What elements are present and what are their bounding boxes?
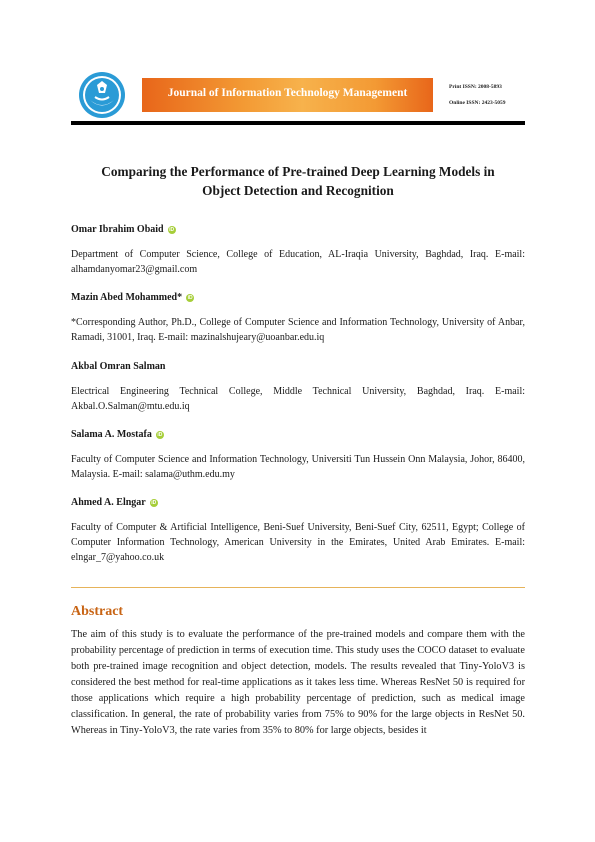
orcid-icon[interactable]: iD [157,432,163,438]
author-affiliation-3: Electrical Engineering Technical College, Middle Technical University, Baghdad, Iraq. E-mail: Akbal.O.Salman@mtu.edu.iq [71,386,525,412]
author-affiliation-2: *Corresponding Author, Ph.D., College of Computer Science and Information Technology, University of Anbar, Ramadi, 31001, Iraq. E-mail: mazinalshujeary@uoanbar.edu.iq [71,317,525,343]
abstract-heading: Abstract [71,604,124,619]
abstract-text: The aim of this study is to evaluate the performance of the pre-trained models and compare them with the probability percentage of prediction in terms of execution time. This study uses the COCO dataset to evaluate both pre-trained image recognition and object detection, models. The results revealed that Tiny-YoloV3 is considered the best method for real-time applications as it takes less time. Whereas ResNet 50 is required for those applications which require a high probability percentage of prediction, such as medical image classification. In general, the rate of probability varies from 75% to 90% for the large objects in ResNet 50. Whereas in Tiny-YoloV3, the rate varies from 35% to 80% for large objects, besides it [71,629,525,736]
author-name-text: Omar Ibrahim Obaid [71,224,164,235]
journal-name: Journal of Information Technology Management [167,87,408,99]
section-divider [71,587,525,588]
orcid-icon[interactable]: iD [169,227,175,233]
author-name-4 [71,429,164,440]
orcid-icon[interactable]: iD [151,500,157,506]
journal-banner [142,78,433,112]
author-name-text: Salama A. Mostafa [71,429,152,440]
author-name-text: Akbal Omran Salman [71,361,166,372]
paper-title [71,162,525,200]
university-logo-icon [78,71,126,119]
author-affiliation-1: Department of Computer Science, College of Education, AL-Iraqia University, Baghdad, Iraq. E-mail: alhamdanyomar23@gmail.com [71,249,525,275]
author-name-text: Mazin Abed Mohammed* [71,292,183,303]
author-name-5 [71,497,158,508]
author-affiliation-5: Faculty of Computer & Artificial Intelligence, Beni-Suef University, Beni-Suef City, 62511, Egypt; College of Computer Information Technology, American University in the Emirates, United Arab Emirates. E-mail: elngar_7@yahoo.co.uk [71,522,525,563]
author-name-1 [71,224,176,235]
author-name-2 [71,292,194,303]
journal-header [0,0,595,130]
author-name-text: Ahmed A. Elngar [71,497,146,508]
title-line-2: Object Detection and Recognition [202,183,394,198]
title-line-1: Comparing the Performance of Pre-trained Deep Learning Models in [101,164,495,179]
header-rule [71,121,525,125]
print-issn: Print ISSN: 2008-5893 [449,84,502,90]
online-issn: Online ISSN: 2423-5059 [449,100,506,106]
author-affiliation-4: Faculty of Computer Science and Information Technology, Universiti Tun Hussein Onn Malaysia, Johor, 86400, Malaysia. E-mail: salama@uthm.edu.my [71,454,525,480]
author-name-3 [71,361,165,372]
orcid-icon[interactable]: iD [187,295,193,301]
